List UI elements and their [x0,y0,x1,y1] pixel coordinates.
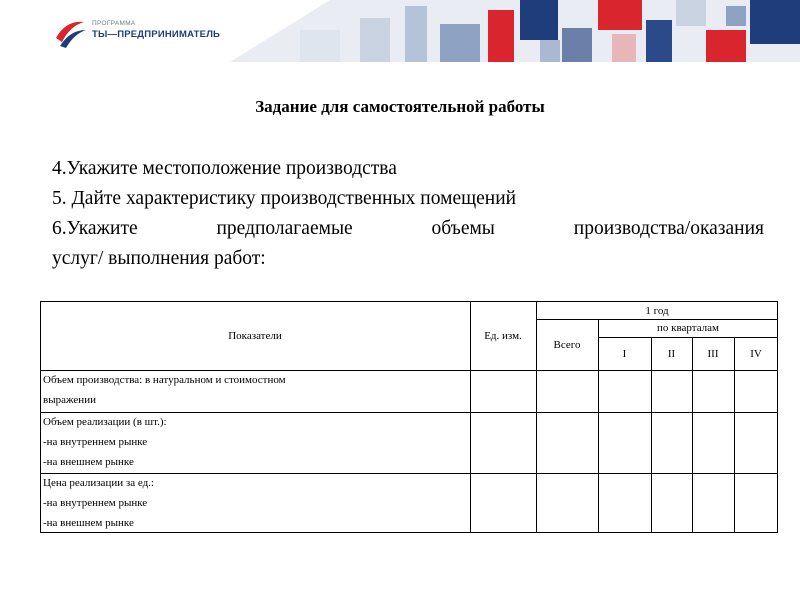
header-total: Всего [553,339,581,351]
header-quarter-1: I [622,348,627,360]
production-table [40,301,778,533]
table-row-2-line-2: -на внутреннем рынке [43,436,148,448]
header-indicators: Показатели [228,330,282,342]
header-quarter-3: III [707,348,719,360]
task-item-6: 6.Укажите предполагаемые объемы производства/оказания [52,218,764,239]
header-quarter-2: II [667,348,676,360]
header-banner [0,0,800,62]
table-row-1-line-2: выражении [43,394,96,406]
header-unit: Ед. изм. [484,330,522,342]
logo-mark-icon [52,16,88,50]
table-row-2-line-1: Объем реализации (в шт.): [43,416,167,428]
table-row-3-line-2: -на внутреннем рынке [43,497,148,509]
page-title: Задание для самостоятельной работы [255,97,545,116]
task-item-6-continued: услуг/ выполнения работ: [52,248,266,269]
table-row-2-line-3: -на внешнем рынке [43,456,134,468]
table-row-1-line-1: Объем производства: в натуральном и стоимостном [43,374,286,386]
task-list [52,154,764,274]
table-row-3-line-3: -на внешнем рынке [43,517,134,529]
task-item-4: 4.Укажите местоположение производства [52,158,397,179]
logo-name: ТЫ—ПРЕДПРИНИМАТЕЛЬ [92,29,221,40]
task-item-5: 5. Дайте характеристику производственных помещений [52,188,517,209]
header-quarters: по кварталам [656,322,720,334]
table-row-3-line-1: Цена реализации за ед.: [43,477,154,489]
logo-caption: ПРОГРАММА [92,20,136,27]
header-quarter-4: IV [750,348,762,360]
header-year: 1 год [645,305,669,317]
